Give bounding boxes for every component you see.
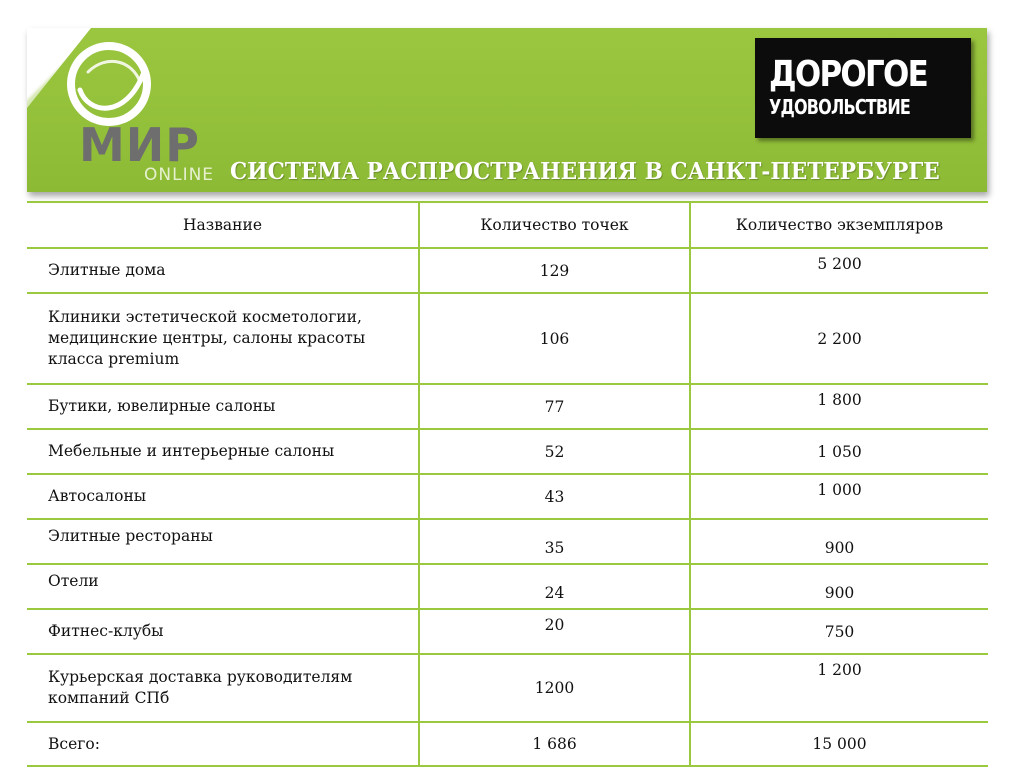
row-copies: 5 200	[690, 248, 988, 293]
row-points: 106	[419, 293, 690, 384]
row-copies: 900	[690, 564, 988, 609]
row-copies: 750	[690, 609, 988, 654]
row-points: 77	[419, 384, 690, 429]
row-points: 24	[419, 564, 690, 609]
table-header-row	[27, 202, 988, 248]
row-name: Автосалоны	[27, 474, 419, 519]
logo-title: МИР	[79, 118, 200, 172]
globe-icon	[66, 42, 156, 128]
column-header-points: Количество точек	[419, 202, 690, 248]
row-points: 129	[419, 248, 690, 293]
distribution-table	[27, 201, 988, 767]
row-name: Бутики, ювелирные салоны	[27, 384, 419, 429]
table-row	[27, 564, 988, 609]
row-points: 35	[419, 519, 690, 564]
row-copies: 1 050	[690, 429, 988, 474]
row-name: Элитные рестораны	[27, 519, 419, 564]
row-copies: 900	[690, 519, 988, 564]
row-points: 1200	[419, 654, 690, 722]
row-points: 43	[419, 474, 690, 519]
page-title: СИСТЕМА РАСПРОСТРАНЕНИЯ В САНКТ-ПЕТЕРБУРГЕ	[230, 158, 940, 185]
column-header-name: Название	[27, 202, 419, 248]
column-header-copies: Количество экземпляров	[690, 202, 988, 248]
total-points: 1 686	[419, 722, 690, 766]
brand-title: ДОРОГОЕ	[769, 54, 928, 95]
table-total-row	[27, 722, 988, 766]
row-name: Курьерская доставка руководителям компаний СПб	[27, 654, 419, 722]
row-name: Отели	[27, 564, 419, 609]
table-row	[27, 293, 988, 384]
table-row	[27, 248, 988, 293]
row-copies: 1 200	[690, 654, 988, 722]
table-row	[27, 654, 988, 722]
row-copies: 1 800	[690, 384, 988, 429]
table-row	[27, 429, 988, 474]
row-points: 20	[419, 609, 690, 654]
mir-online-logo	[66, 42, 236, 188]
logo-subtitle: ONLINE	[144, 165, 215, 185]
brand-logo-box	[755, 38, 971, 138]
brand-subtitle: УДОВОЛЬСТВИЕ	[769, 95, 911, 119]
row-copies: 2 200	[690, 293, 988, 384]
table-row	[27, 474, 988, 519]
row-name: Клиники эстетической косметологии, медицинские центры, салоны красоты класса premium	[27, 293, 419, 384]
total-copies: 15 000	[690, 722, 988, 766]
row-name: Мебельные и интерьерные салоны	[27, 429, 419, 474]
row-name: Фитнес-клубы	[27, 609, 419, 654]
row-copies: 1 000	[690, 474, 988, 519]
table-row	[27, 609, 988, 654]
row-name: Элитные дома	[27, 248, 419, 293]
table-row	[27, 384, 988, 429]
table-row	[27, 519, 988, 564]
row-points: 52	[419, 429, 690, 474]
total-label: Всего:	[27, 722, 419, 766]
